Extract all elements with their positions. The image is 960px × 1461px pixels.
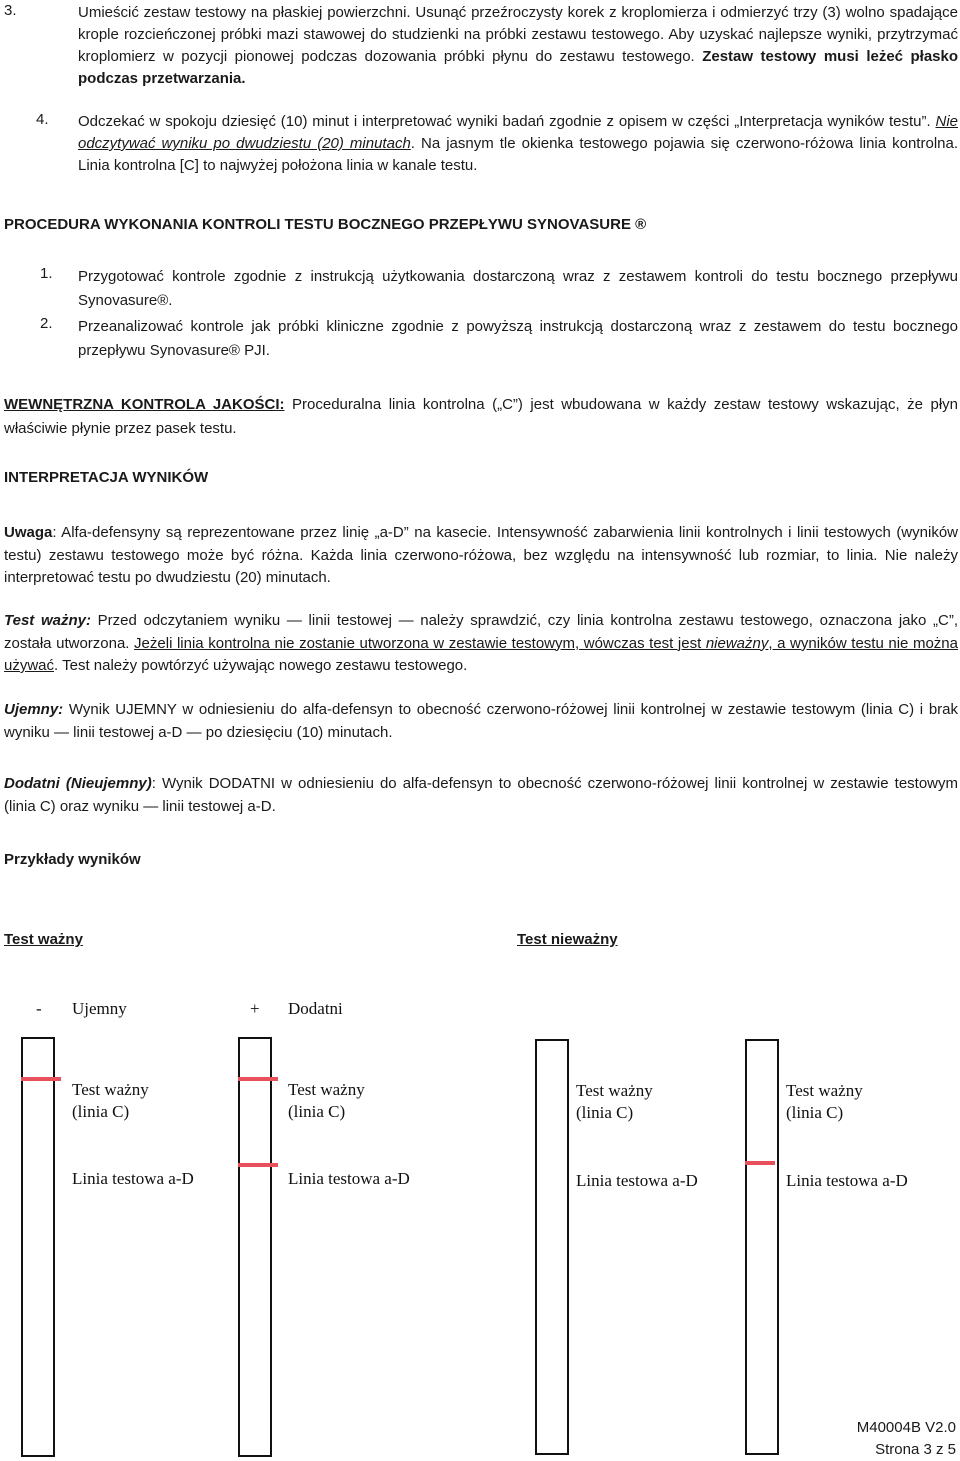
test-strip-negative <box>21 1037 55 1457</box>
positive-sign: + <box>250 999 260 1018</box>
valid-invalid-word: nieważny <box>705 634 769 652</box>
procedure-item-2: Przeanalizować kontrole jak próbki kliniczne zgodnie z powyższą instrukcją dostarczoną wraz z zestawem do testu bocznego przepływu Synovasure® PJI. <box>78 318 958 359</box>
test-line-positive <box>238 1163 278 1167</box>
test-line-invalid <box>745 1161 775 1165</box>
strip1-control-label-1: Test ważny <box>72 1080 149 1099</box>
positive-label: Dodatni (Nieujemny) <box>4 775 152 792</box>
step-4-body-2: . Na jasnym tle okienka testowego pojawia się czerwono-różowa linia kontrolna. Linia kontrolna [C] to najwyżej położona linia w kanale testu. <box>78 135 958 174</box>
strip4-test-label: Linia testowa a-D <box>786 1171 908 1190</box>
strip3-test-label: Linia testowa a-D <box>576 1171 698 1190</box>
strip4-control-label-1: Test ważny <box>786 1081 863 1100</box>
negative-text: Wynik UJEMNY w odniesieniu do alfa-defensyn to obecność czerwono-różowej linii kontrolnej w zestawie testowym (linia C) i brak wyniku — linii testowej a-D — po dziesięciu (10) minutach. <box>4 701 958 741</box>
valid-text-2: . Test należy powtórzyć używając nowego zestawu testowego. <box>54 657 468 674</box>
step-4-body-1: Odczekać w spokoju dziesięć (10) minut i interpretować wyniki badań zgodnie z opisem w części „Interpretacja wyników testu”. <box>78 113 936 130</box>
internal-qc-text: Proceduralna linia kontrolna („C”) jest wbudowana w każdy zestaw testowy wskazując, że płyn właściwie płynie przez pasek testu. <box>4 396 958 437</box>
strip4-control-label-2: (linia C) <box>786 1103 844 1122</box>
invalid-example-title: Test nieważny <box>517 931 618 948</box>
control-line-negative <box>21 1077 61 1081</box>
step-4-number: 4. <box>36 111 49 128</box>
strip2-control-label-2: (linia C) <box>288 1102 346 1121</box>
test-strip-positive <box>238 1037 272 1457</box>
positive-text: : Wynik DODATNI w odniesieniu do alfa-defensyn to obecność czerwono-różowej linii kontrolnej w zestawie testowym (linia C) oraz wyniku — linii testowej a-D. <box>4 775 959 815</box>
step-3-body: Umieścić zestaw testowy na płaskiej powierzchni. Usunąć przeźroczysty korek z kroplomierza i odmierzyć trzy (3) wolno spadające krople rozcieńczonej próbki mazi stawowej do studzienki na próbki zestawu testowego. Aby uzyskać najlepsze wyniki, przytrzymać kroplomierz w pozycji pionowej podczas dozowania próbki płynu do zestawu testowego. <box>78 4 958 65</box>
interpretation-note <box>4 522 958 590</box>
valid-label: Test ważny: <box>4 612 91 629</box>
internal-qc <box>4 393 958 441</box>
control-line-positive <box>238 1077 278 1081</box>
step-4-text <box>78 111 958 177</box>
positive-paragraph <box>4 773 958 818</box>
strip3-control-label-2: (linia C) <box>576 1103 634 1122</box>
negative-label: Ujemny: <box>4 701 64 718</box>
valid-underline-1: Jeżeli linia kontrolna nie zostanie utworzona w zestawie testowym, wówczas test jest <box>134 634 706 652</box>
valid-text-1: Przed odczytaniem wyniku — linii testowej — należy sprawdzić, czy linia kontrolna zestawu testowego, oznaczona jako „C”, została utworzona. <box>4 612 958 652</box>
procedure-item-1: Przygotować kontrole zgodnie z instrukcją użytkowania dostarczoną wraz z zestawem kontroli do testu bocznego przepływu Synovasure®. <box>78 268 958 309</box>
step-3-text <box>78 2 958 90</box>
negative-paragraph <box>4 699 958 744</box>
internal-qc-label: WEWNĘTRZNA KONTROLA JAKOŚCI: <box>4 396 285 413</box>
procedure-item-2-number: 2. <box>40 315 53 332</box>
negative-example-label: Ujemny <box>72 999 127 1018</box>
procedure-item-1-number: 1. <box>40 265 53 282</box>
strip1-control-label-2: (linia C) <box>72 1102 130 1121</box>
footer-doc-id: M40004B V2.0 <box>856 1419 956 1436</box>
test-strip-invalid-1 <box>535 1039 569 1455</box>
footer-page-number: Strona 3 z 5 <box>875 1441 956 1458</box>
step-3-bold: Zestaw testowy musi leżeć płasko podczas przetwarzania. <box>78 48 959 87</box>
note-label: Uwaga <box>4 524 53 541</box>
test-strip-invalid-2 <box>745 1039 779 1455</box>
note-text: : Alfa-defensyny są reprezentowane przez linię „a-D” na kasecie. Intensywność zabarwienia linii kontrolnych i linii testowych (wyników testu) zestawu testowego może być różna. Każda linia czerwono-różowa, bez względu na intensywność lub rozmiar, to linia. Nie należy interpretować testu po dwudziestu (20) minutach. <box>4 524 958 586</box>
strip3-control-label-1: Test ważny <box>576 1081 653 1100</box>
step-4-warning: Nie odczytywać wyniku po dwudziestu (20) minutach <box>78 113 958 152</box>
strip2-control-label-1: Test ważny <box>288 1080 365 1099</box>
examples-heading: Przykłady wyników <box>4 851 141 868</box>
negative-sign: - <box>36 999 42 1018</box>
valid-test-paragraph <box>4 610 958 678</box>
procedure-heading: PROCEDURA WYKONANIA KONTROLI TESTU BOCZNEGO PRZEPŁYWU SYNOVASURE ® <box>4 216 647 233</box>
positive-example-label: Dodatni <box>288 999 343 1018</box>
valid-example-title: Test ważny <box>4 931 83 948</box>
step-3-number: 3. <box>4 2 17 19</box>
interpretation-heading: INTERPRETACJA WYNIKÓW <box>4 469 209 486</box>
strip2-test-label: Linia testowa a-D <box>288 1169 410 1188</box>
valid-underline-2: , a wyników testu nie można używać <box>4 634 958 674</box>
strip1-test-label: Linia testowa a-D <box>72 1169 194 1188</box>
